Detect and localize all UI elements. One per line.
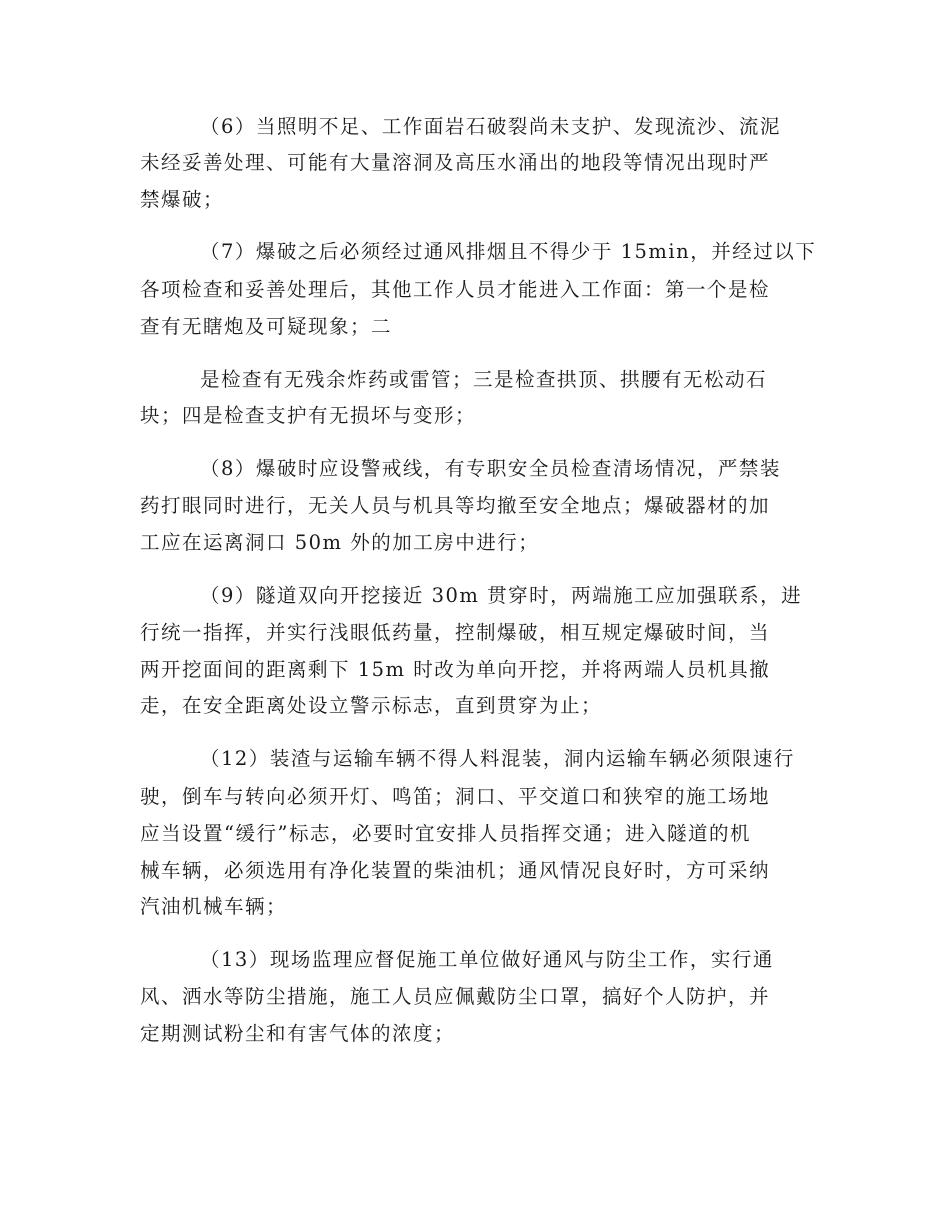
paragraph-12-line-3: 应当设置“缓行”标志，必要时宜安排人员指挥交通；进入隧道的机: [140, 822, 751, 845]
paragraph-9-line-3: 两开挖面间的距离剩下 15m 时改为单向开挖，并将两端人员机具撤: [140, 658, 771, 681]
paragraph-6-line-2: 未经妥善处理、可能有大量溶洞及高压水涌出的地段等情况出现时严: [140, 151, 771, 174]
paragraph-6-line-1: （6）当照明不足、工作面岩石破裂尚未支护、发现流沙、流泥: [200, 115, 781, 138]
paragraph-12-line-4: 械车辆，必须选用有净化装置的柴油机；通风情况良好时，方可采纳: [140, 859, 771, 882]
paragraph-7b-line-2: 块；四是检查支护有无损坏与变形；: [140, 404, 477, 427]
paragraph-12-line-1: （12）装渣与运输车辆不得人料混装，洞内运输车辆必须限速行: [200, 747, 795, 770]
paragraph-13-line-3: 定期测试粉尘和有害气体的浓度；: [140, 1022, 456, 1045]
paragraph-13-line-1: （13）现场监理应督促施工单位做好通风与防尘工作，实行通: [200, 948, 774, 971]
paragraph-9-line-4: 走，在安全距离处设立警示标志，直到贯穿为止；: [140, 694, 603, 717]
paragraph-7-line-3: 查有无瞎炮及可疑现象；二: [140, 315, 393, 338]
paragraph-9-line-1: （9）隧道双向开挖接近 30m 贯穿时，两端施工应加强联系，进: [200, 584, 803, 607]
paragraph-9-line-2: 行统一指挥，并实行浅眼低药量，控制爆破，相互规定爆破时间，当: [140, 621, 771, 644]
paragraph-12-line-5: 汽油机械车辆；: [140, 895, 288, 918]
paragraph-6-line-3: 禁爆破；: [140, 188, 225, 211]
paragraph-7-line-2: 各项检查和妥善处理后，其他工作人员才能进入工作面：第一个是检: [140, 278, 771, 301]
paragraph-8-line-3: 工应在运离洞口 50m 外的加工房中进行；: [140, 531, 540, 554]
paragraph-13-line-2: 风、洒水等防尘措施，施工人员应佩戴防尘口罩，搞好个人防护，并: [140, 985, 771, 1008]
paragraph-7-line-1: （7）爆破之后必须经过通风排烟且不得少于 15min，并经过以下: [200, 240, 817, 263]
paragraph-12-line-2: 驶，倒车与转向必须开灯、鸣笛；洞口、平交道口和狭窄的施工场地: [140, 785, 771, 808]
paragraph-8-line-2: 药打眼同时进行，无关人员与机具等均撤至安全地点；爆破器材的加: [140, 494, 771, 517]
paragraph-7b-line-1: 是检查有无残余炸药或雷管；三是检查拱顶、拱腰有无松动石: [200, 368, 768, 391]
paragraph-8-line-1: （8）爆破时应设警戒线，有专职安全员检查清场情况，严禁装: [200, 457, 781, 480]
